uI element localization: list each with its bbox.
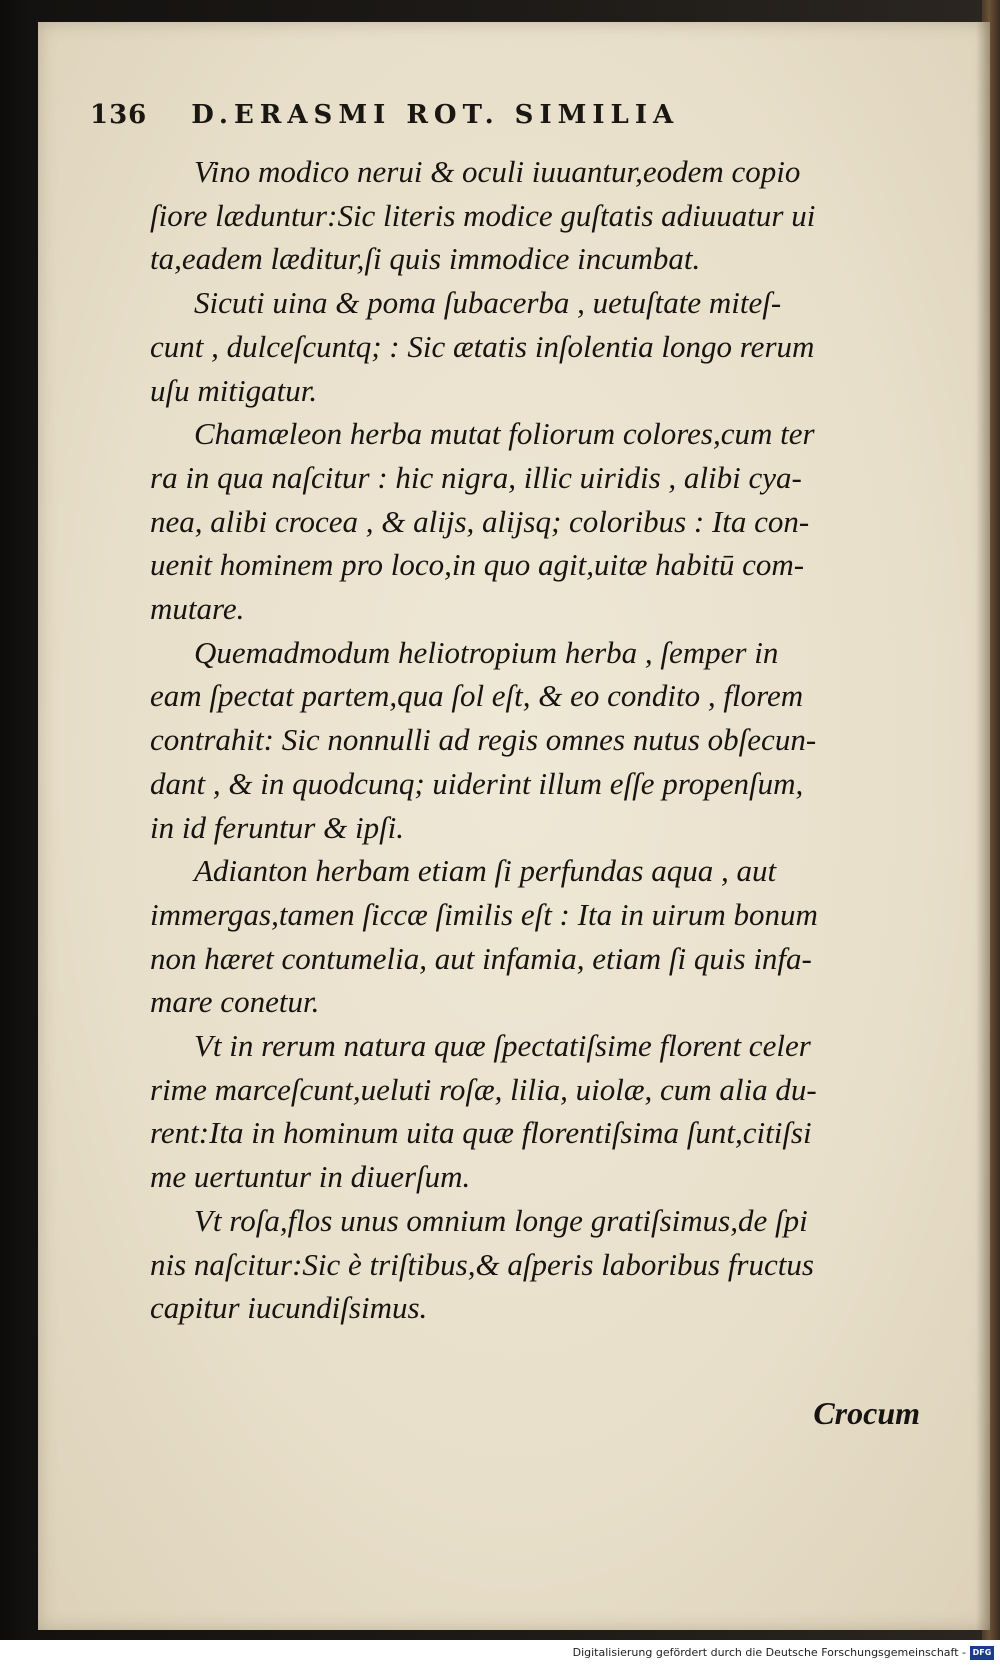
text-line: Adianton herbam etiam ſi perfundas aqua , aut — [194, 853, 777, 889]
text-line: me uertuntur in diuerſum. — [150, 1159, 471, 1195]
digitization-credit: Digitalisierung gefördert durch die Deutsche Forschungsgemeinschaft - — [572, 1646, 966, 1659]
text-line: ra in qua naſcitur : hic nigra, illic uiridis , alibi cya- — [150, 459, 802, 495]
text-line: dant , & in quodcunq; uiderint illum eſſe propenſum, — [150, 765, 804, 801]
page-shadow — [976, 22, 990, 1630]
text-line: rent:Ita in hominum uita quæ florentiſsima ſunt,citiſsi — [150, 1115, 812, 1151]
page-number: 136 — [90, 100, 148, 130]
text-line: ſiore læduntur:Sic literis modice guſtatis adiuuatur ui — [150, 197, 816, 233]
paragraph — [150, 1024, 922, 1199]
text-line: capitur iucundiſsimus. — [150, 1290, 428, 1326]
paragraph — [150, 150, 922, 281]
text-line: contrahit: Sic nonnulli ad regis omnes nutus obſecun- — [150, 722, 817, 758]
paragraph — [150, 1199, 922, 1330]
text-line: nis naſcitur:Sic è triſtibus,& aſperis laboribus fructus — [150, 1246, 814, 1282]
text-line: Quemadmodum heliotropium herba , ſemper in — [194, 634, 779, 670]
text-line: ta,eadem læditur,ſi quis immodice incumbat. — [150, 241, 701, 277]
text-line: Chamæleon herba mutat foliorum colores,cum ter — [194, 416, 815, 452]
text-line: mutare. — [150, 591, 245, 627]
text-line: uenit hominem pro loco,in quo agit,uitæ habitū com- — [150, 547, 805, 583]
text-line: immergas,tamen ſiccæ ſimilis eſt : Ita in uirum bonum — [150, 896, 818, 932]
text-line: cunt , dulceſcuntq; : Sic ætatis inſolentia longo rerum — [150, 328, 815, 364]
running-head — [90, 100, 890, 130]
text-line: nea, alibi crocea , & alijs, alijsq; coloribus : Ita con- — [150, 503, 810, 539]
paragraph — [150, 849, 922, 1024]
text-line: Vt roſa,flos unus omnium longe gratiſsimus,de ſpi — [194, 1202, 808, 1238]
text-line: Vino modico nerui & oculi iuuantur,eodem copio — [194, 154, 801, 189]
paragraph — [150, 412, 922, 631]
catchword: Crocum — [813, 1395, 920, 1431]
dfg-logo: DFG — [970, 1646, 994, 1660]
text-line: Vt in rerum natura quæ ſpectatiſsime florent celer — [194, 1028, 811, 1064]
paragraph — [150, 631, 922, 850]
text-line: uſu mitigatur. — [150, 372, 318, 408]
text-line: Sicuti uina & poma ſubacerba , uetuſtate miteſ- — [194, 285, 782, 321]
body-text — [150, 150, 922, 1330]
paragraph — [150, 281, 922, 412]
text-line: rime marceſcunt,ueluti roſæ, lilia, uiolæ, cum alia du- — [150, 1071, 817, 1107]
running-title: D.ERASMI ROT. SIMILIA — [191, 100, 680, 130]
text-line: in id feruntur & ipſi. — [150, 809, 405, 845]
text-line: non hæret contumelia, aut infamia, etiam ſi quis infa- — [150, 940, 812, 976]
text-line: eam ſpectat partem,qua ſol eſt, & eo condito , florem — [150, 678, 804, 714]
text-line: mare conetur. — [150, 984, 320, 1020]
